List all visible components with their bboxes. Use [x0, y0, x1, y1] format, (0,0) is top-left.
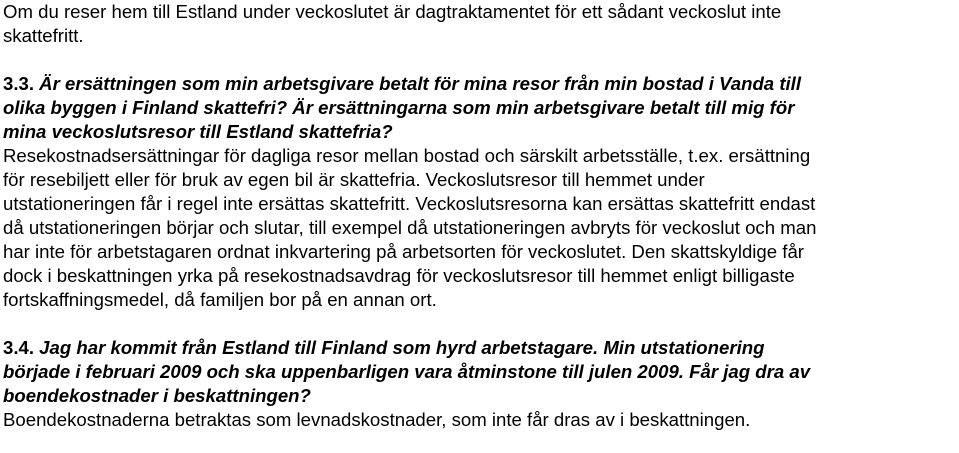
section-3-4-question-line: började i februari 2009 och ska uppenbarligen vara åtminstone till julen 2009. Får jag dra av: [3, 361, 811, 382]
section-3-3-answer-line: fortskaffningsmedel, då familjen bor på en annan ort.: [3, 289, 437, 310]
section-3-4-answer-line: Boendekostnaderna betraktas som levnadskostnader, som inte får dras av i beskattningen.: [3, 409, 751, 430]
section-3-3: [3, 72, 956, 312]
section-3-3-answer-line: utstationeringen får i regel inte ersättas skattefritt. Veckoslutsresorna kan ersättas skattefritt endast: [3, 193, 816, 214]
section-3-4: [3, 336, 956, 432]
section-3-4-question-line: boendekostnader i beskattningen?: [3, 385, 311, 406]
section-3-3-number: 3.3.: [3, 73, 35, 94]
section-3-3-answer-line: då utstationeringen börjar och slutar, till exempel då utstationeringen avbryts för veckoslut och man: [3, 217, 817, 238]
section-3-3-answer-line: Resekostnadsersättningar för dagliga resor mellan bostad och särskilt arbetsställe, t.ex. ersättning: [3, 145, 811, 166]
section-3-3-question-line: [3, 72, 956, 96]
section-3-3-question-line: mina veckoslutsresor till Estland skattefria?: [3, 121, 393, 142]
paragraph-spacer: [3, 312, 956, 336]
section-3-3-answer-line: för resebiljett eller för bruk av egen bil är skattefria. Veckoslutsresor till hemmet under: [3, 169, 705, 190]
intro-line: Om du reser hem till Estland under veckoslutet är dagtraktamentet för ett sådant veckoslut inte: [3, 1, 782, 22]
section-3-4-question-text: Jag har kommit från Estland till Finland som hyrd arbetstagare. Min utstationering: [34, 337, 765, 358]
section-3-3-answer-line: dock i beskattningen yrka på resekostnadsavdrag för veckoslutsresor till hemmet enligt billigaste: [3, 265, 795, 286]
intro-paragraph: [3, 0, 956, 48]
section-3-4-question-line: [3, 336, 956, 360]
intro-line: skattefritt.: [3, 25, 84, 46]
section-3-3-answer-line: har inte för arbetstagaren ordnat inkvartering på arbetsorten för veckoslutet. Den skattskyldige får: [3, 241, 804, 262]
paragraph-spacer: [3, 48, 956, 72]
section-3-4-number: 3.4.: [3, 337, 35, 358]
section-3-3-question-text: Är ersättningen som min arbetsgivare betalt för mina resor från min bostad i Vanda till: [34, 73, 802, 94]
section-3-3-question-line: olika byggen i Finland skattefri? Är ersättningarna som min arbetsgivare betalt till mig för: [3, 97, 795, 118]
document-page: [3, 0, 956, 432]
